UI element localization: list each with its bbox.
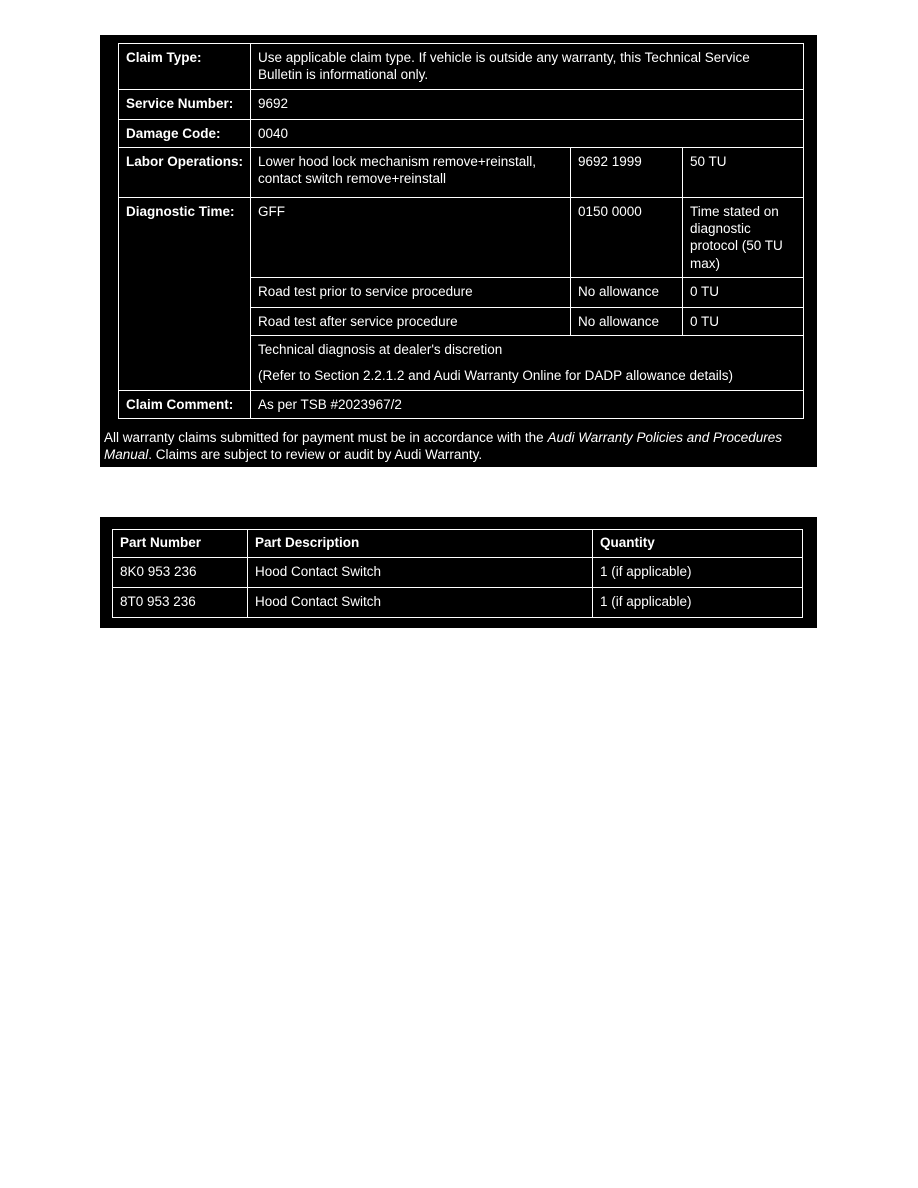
parts-panel [100, 517, 817, 628]
gff-description: GFF [251, 197, 571, 277]
warranty-claim-table [118, 43, 804, 419]
gff-time: Time stated on diagnostic protocol (50 TU max) [683, 197, 804, 277]
labor-operations-time: 50 TU [683, 147, 804, 197]
table-row [113, 588, 803, 618]
parts-header-quantity: Quantity [593, 530, 803, 558]
gff-code: 0150 0000 [571, 197, 683, 277]
row-claim-type [119, 44, 804, 90]
warranty-claim-panel [100, 35, 817, 467]
footnote-manual-title: Audi Warranty Policies and Procedures Manual [104, 429, 783, 463]
footnote-text-start: All warranty claims submitted for payment must be in accordance with the [104, 429, 548, 445]
footnote-text-end: . Claims are subject to review or audit by Audi Warranty. [148, 447, 483, 463]
technical-diagnosis-line1: Technical diagnosis at dealer's discretion [258, 342, 503, 358]
labor-operations-description: Lower hood lock mechanism remove+reinstall, contact switch remove+reinstall [251, 147, 571, 197]
part-description-cell: Hood Contact Switch [248, 558, 593, 588]
diagnostic-time-label: Diagnostic Time: [119, 197, 251, 390]
road-test-after-code: No allowance [571, 307, 683, 335]
service-number-label: Service Number: [119, 89, 251, 119]
claim-comment-label: Claim Comment: [119, 390, 251, 418]
row-diagnostic-time-gff [119, 197, 804, 277]
table-row [113, 558, 803, 588]
road-test-after-time: 0 TU [683, 307, 804, 335]
road-test-prior-description: Road test prior to service procedure [251, 277, 571, 307]
part-number-cell: 8T0 953 236 [113, 588, 248, 618]
row-damage-code [119, 119, 804, 147]
part-quantity-cell: 1 (if applicable) [593, 588, 803, 618]
part-quantity-cell: 1 (if applicable) [593, 558, 803, 588]
service-number-value: 9692 [251, 89, 804, 119]
damage-code-label: Damage Code: [119, 119, 251, 147]
warranty-footnote [104, 429, 803, 464]
labor-operations-code: 9692 1999 [571, 147, 683, 197]
claim-type-value: Use applicable claim type. If vehicle is outside any warranty, this Technical Service Bulletin is informational only. [251, 44, 804, 90]
part-number-cell: 8K0 953 236 [113, 558, 248, 588]
labor-operations-label: Labor Operations: [119, 147, 251, 197]
damage-code-value: 0040 [251, 119, 804, 147]
row-service-number [119, 89, 804, 119]
road-test-after-description: Road test after service procedure [251, 307, 571, 335]
part-description-cell: Hood Contact Switch [248, 588, 593, 618]
parts-table [112, 529, 803, 618]
claim-type-label: Claim Type: [119, 44, 251, 90]
parts-table-header-row [113, 530, 803, 558]
parts-header-part-number: Part Number [113, 530, 248, 558]
road-test-prior-code: No allowance [571, 277, 683, 307]
row-claim-comment [119, 390, 804, 418]
claim-comment-value: As per TSB #2023967/2 [251, 390, 804, 418]
road-test-prior-time: 0 TU [683, 277, 804, 307]
technical-diagnosis-cell [251, 336, 804, 391]
technical-diagnosis-line2: (Refer to Section 2.2.1.2 and Audi Warranty Online for DADP allowance details) [258, 368, 733, 384]
row-labor-operations [119, 147, 804, 197]
parts-header-description: Part Description [248, 530, 593, 558]
